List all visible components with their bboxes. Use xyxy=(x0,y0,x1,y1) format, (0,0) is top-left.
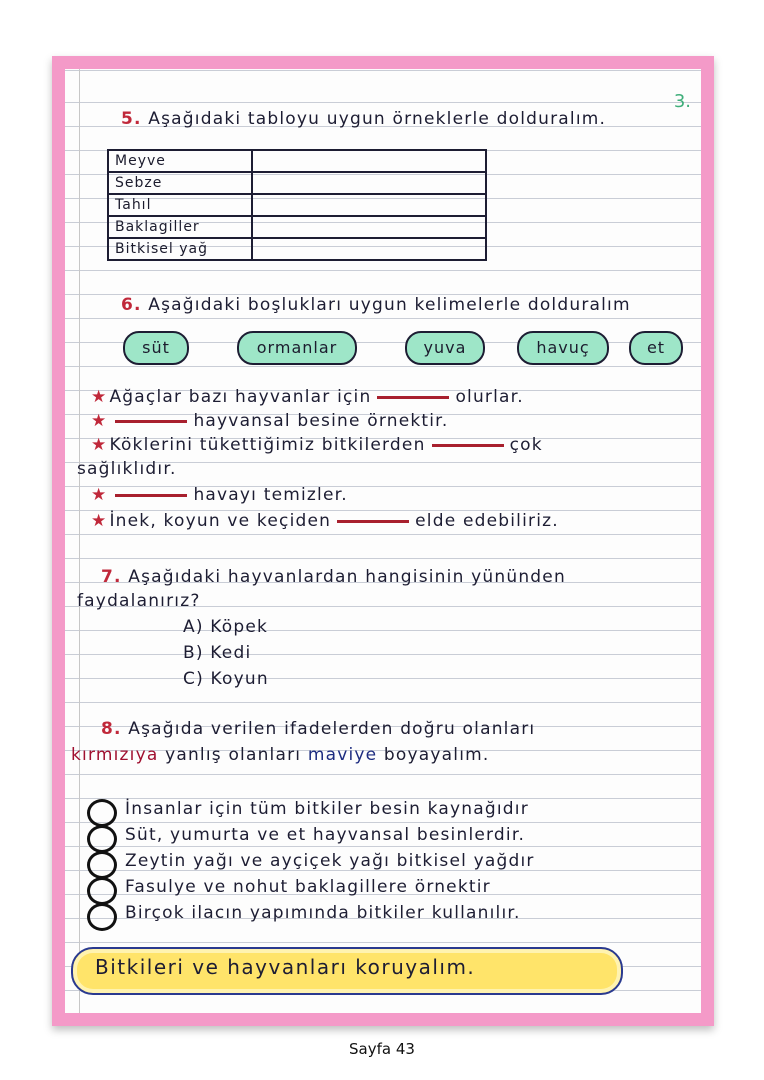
answer-circle[interactable] xyxy=(87,903,117,931)
sentence-text: çok xyxy=(509,435,543,455)
q8-blue-word: maviye xyxy=(307,745,378,765)
star-icon: ★ xyxy=(91,435,108,455)
table-row-cell[interactable] xyxy=(252,216,486,238)
sentence-text: olurlar. xyxy=(455,387,524,407)
q6-number: 6. xyxy=(121,295,142,315)
star-icon: ★ xyxy=(91,485,108,505)
q8-statement-3: Zeytin yağı ve ayçiçek yağı bitkisel yağdır xyxy=(125,851,535,871)
q7-heading xyxy=(101,567,566,587)
table-row-label: Meyve xyxy=(108,150,252,172)
q5-text: Aşağıdaki tabloyu uygun örneklerle dolduralım. xyxy=(148,109,607,129)
sentence-text: hayvansal besine örnektir. xyxy=(193,411,449,431)
answer-circle[interactable] xyxy=(87,877,117,905)
table-row-cell[interactable] xyxy=(252,150,486,172)
star-icon: ★ xyxy=(91,511,108,531)
sentence-text: havayı temizler. xyxy=(193,485,348,505)
q7-line2: faydalanırız? xyxy=(77,591,201,611)
q8-end: boyayalım. xyxy=(383,745,490,765)
table-row-label: Sebze xyxy=(108,172,252,194)
q6-text: Aşağıdaki boşlukları uygun kelimelerle dolduralım xyxy=(148,295,631,315)
sentence-text: elde edebiliriz. xyxy=(415,511,559,531)
q7-option-a[interactable]: A) Köpek xyxy=(183,617,269,637)
table-row-label: Baklagiller xyxy=(108,216,252,238)
q6-sentence-5 xyxy=(91,511,559,531)
answer-circle[interactable] xyxy=(87,825,117,853)
word-bubble-havuc: havuç xyxy=(517,331,609,365)
q8-statement-4: Fasulye ve nohut baklagillere örnektir xyxy=(125,877,491,897)
q6-continuation: sağlıklıdır. xyxy=(77,459,177,479)
page-footer: Sayfa 43 xyxy=(349,1040,415,1058)
q6-sentence-4 xyxy=(91,485,348,505)
q5-heading xyxy=(121,109,606,129)
notebook-paper xyxy=(65,69,701,1013)
sentence-text: Ağaçlar bazı hayvanlar için xyxy=(109,387,372,407)
q7-line1: Aşağıdaki hayvanlardan hangisinin yününden xyxy=(128,567,566,587)
word-bubble-ormanlar: ormanlar xyxy=(237,331,357,365)
q6-sentence-3 xyxy=(91,435,543,455)
table-row xyxy=(108,194,486,216)
q8-number: 8. xyxy=(101,719,122,739)
sentence-text: İnek, koyun ve keçiden xyxy=(109,511,332,531)
table-row-label: Tahıl xyxy=(108,194,252,216)
answer-circle[interactable] xyxy=(87,851,117,879)
answer-circle[interactable] xyxy=(87,799,117,827)
table-row xyxy=(108,150,486,172)
q6-sentence-1 xyxy=(91,387,524,407)
q7-number: 7. xyxy=(101,567,122,587)
word-bubble-sut: süt xyxy=(123,331,189,365)
q7-option-c[interactable]: C) Koyun xyxy=(183,669,269,689)
star-icon: ★ xyxy=(91,411,108,431)
margin-line xyxy=(79,69,80,1013)
page-frame xyxy=(52,56,714,1026)
sentence-text: Köklerini tükettiğimiz bitkilerden xyxy=(109,435,426,455)
table-row xyxy=(108,216,486,238)
table-row-cell[interactable] xyxy=(252,172,486,194)
q5-number: 5. xyxy=(121,109,142,129)
table-row-label: Bitkisel yağ xyxy=(108,238,252,260)
q8-heading xyxy=(101,719,535,739)
page-corner-number: 3. xyxy=(673,91,691,112)
closing-banner-text: Bitkileri ve hayvanları koruyalım. xyxy=(95,955,476,979)
answer-blank[interactable] xyxy=(115,420,187,423)
answer-blank[interactable] xyxy=(115,494,187,497)
star-icon: ★ xyxy=(91,387,108,407)
table-row xyxy=(108,172,486,194)
table-row-cell[interactable] xyxy=(252,238,486,260)
q8-mid: yanlış olanları xyxy=(165,745,302,765)
table-row xyxy=(108,238,486,260)
q6-heading xyxy=(121,295,631,315)
word-bubble-yuva: yuva xyxy=(405,331,485,365)
q8-red-word: kırmızıya xyxy=(71,745,159,765)
q8-statement-1: İnsanlar için tüm bitkiler besin kaynağıdır xyxy=(125,799,529,819)
answer-blank[interactable] xyxy=(377,396,449,399)
q8-statement-2: Süt, yumurta ve et hayvansal besinlerdir. xyxy=(125,825,526,845)
q7-option-b[interactable]: B) Kedi xyxy=(183,643,252,663)
q6-sentence-2 xyxy=(91,411,448,431)
q8-line1: Aşağıda verilen ifadelerden doğru olanları xyxy=(128,719,536,739)
q5-table xyxy=(107,149,487,261)
q8-line2 xyxy=(71,745,489,765)
answer-blank[interactable] xyxy=(432,444,504,447)
word-bubble-et: et xyxy=(629,331,683,365)
answer-blank[interactable] xyxy=(337,520,409,523)
q8-statement-5: Birçok ilacın yapımında bitkiler kullanılır. xyxy=(125,903,521,923)
table-row-cell[interactable] xyxy=(252,194,486,216)
